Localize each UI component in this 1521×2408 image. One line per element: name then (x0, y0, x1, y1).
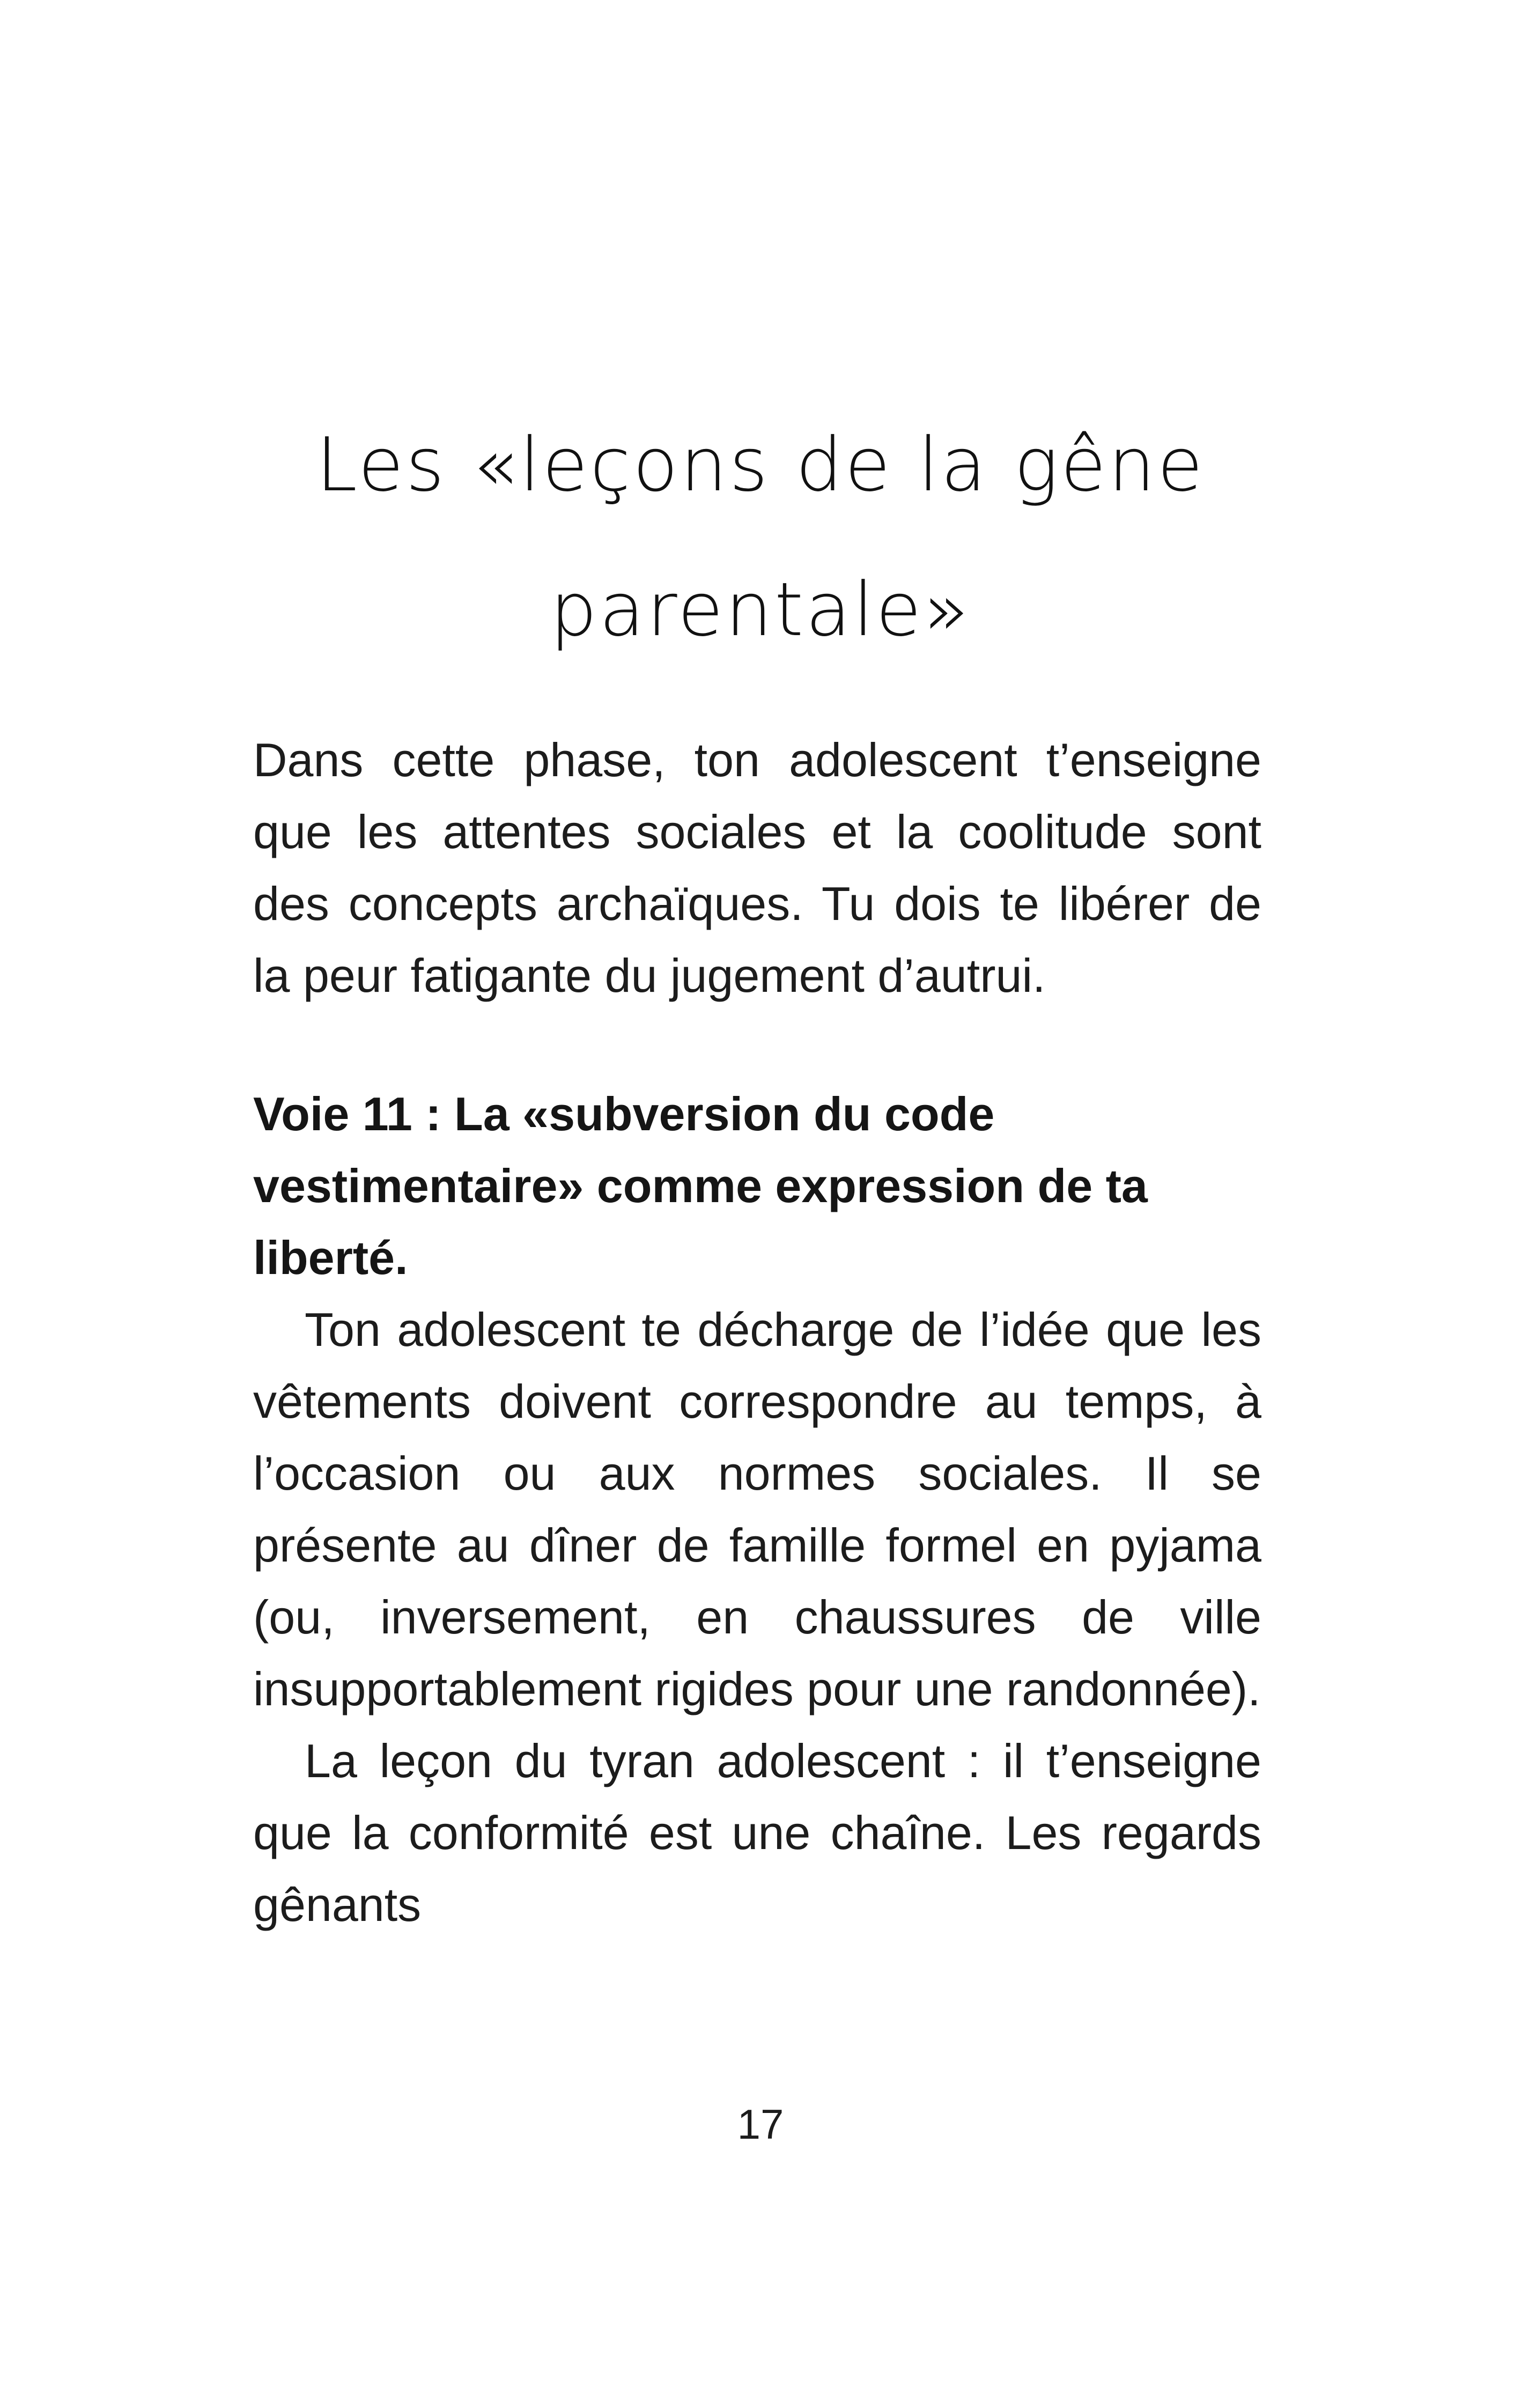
section-paragraph-1: Ton adolescent te décharge de l’idée que les vêtements doivent correspondre au temps, à l’occasion ou aux normes sociales. Il se présente au dîner de famille formel en pyjama (ou, inversement, en chaussures de ville insupportablement rigides pour une randonnée). (253, 1303, 1261, 1715)
intro-paragraph: Dans cette phase, ton adolescent t’enseigne que les attentes sociales et la coolitude sont des concepts archaïques. Tu dois te libérer de la peur fatigante du jugement d’autrui. (253, 733, 1261, 1002)
intro-block (253, 724, 1261, 1012)
section-voie-11 (253, 1078, 1261, 1941)
section-heading: Voie 11 : La «subversion du code vestimentaire» comme expression de ta liberté. (253, 1087, 1148, 1284)
chapter-title-line-2: parentale» (550, 566, 971, 653)
chapter-title (0, 393, 1521, 682)
chapter-title-line-1: Les «leçons de la gêne (316, 422, 1205, 509)
page-number: 17 (737, 2101, 784, 2148)
section-paragraph-2: La leçon du tyran adolescent : il t’enseigne que la conformité est une chaîne. Les regards gênants (253, 1734, 1261, 1931)
